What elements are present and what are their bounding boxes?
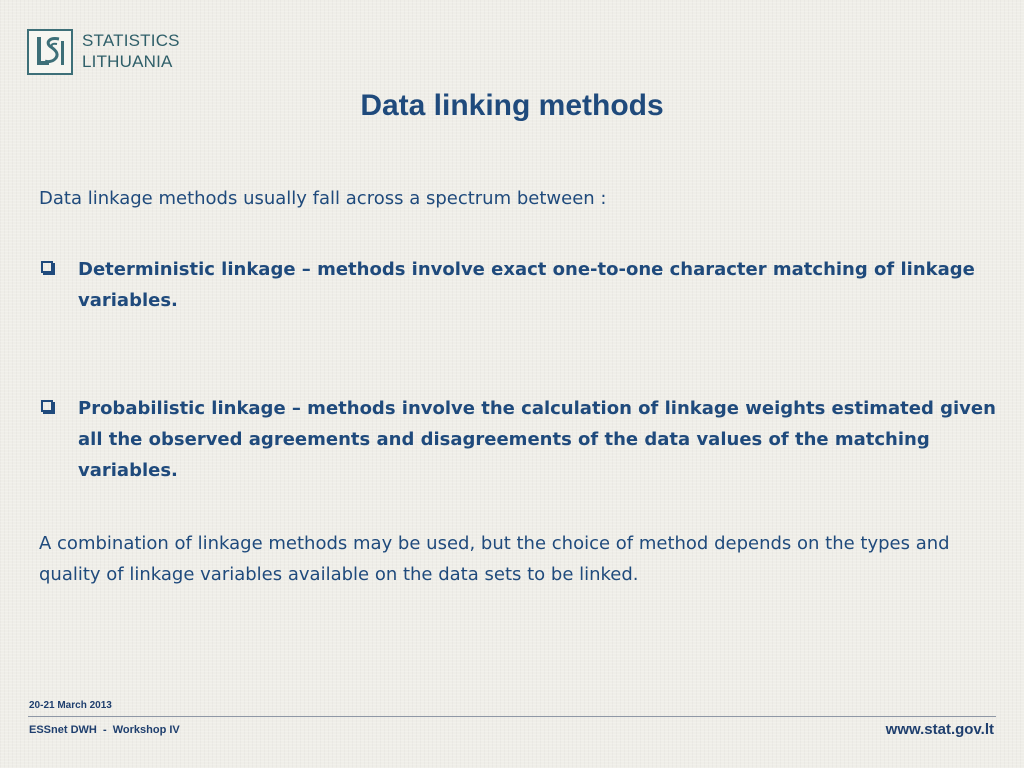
logo-line-2: LITHUANIA [82,52,173,71]
bullet-text: Deterministic linkage – methods involve exact one-to-one character matching of linkage variables. [78,259,975,311]
slide-body [39,184,999,590]
footer-date: 20-21 March 2013 [29,700,112,711]
bullet-item-probabilistic [39,393,999,486]
statistics-lithuania-logo [27,29,197,79]
footer-url: www.stat.gov.lt [885,721,994,738]
intro-text: Data linkage methods usually fall across a spectrum between : [39,188,607,209]
statistics-lithuania-logo-icon [27,29,73,75]
bullet-item-deterministic [39,254,999,316]
footer-divider [28,716,996,717]
bullet-text: Probabilistic linkage – methods involve the calculation of linkage weights estimated given all the observed agreements and disagreements of the data values of the matching variables. [78,398,996,481]
checkbox-bullet-icon [41,261,53,273]
logo-line-1: STATISTICS [82,31,180,50]
slide-title: Data linking methods [360,89,664,122]
footer-event: ESSnet DWH - Workshop IV [29,724,180,736]
conclusion-text: A combination of linkage methods may be used, but the choice of method depends on the types and quality of linkage variables available on the data sets to be linked. [39,533,950,585]
logo-wordmark [82,30,180,72]
checkbox-bullet-icon [41,400,53,412]
